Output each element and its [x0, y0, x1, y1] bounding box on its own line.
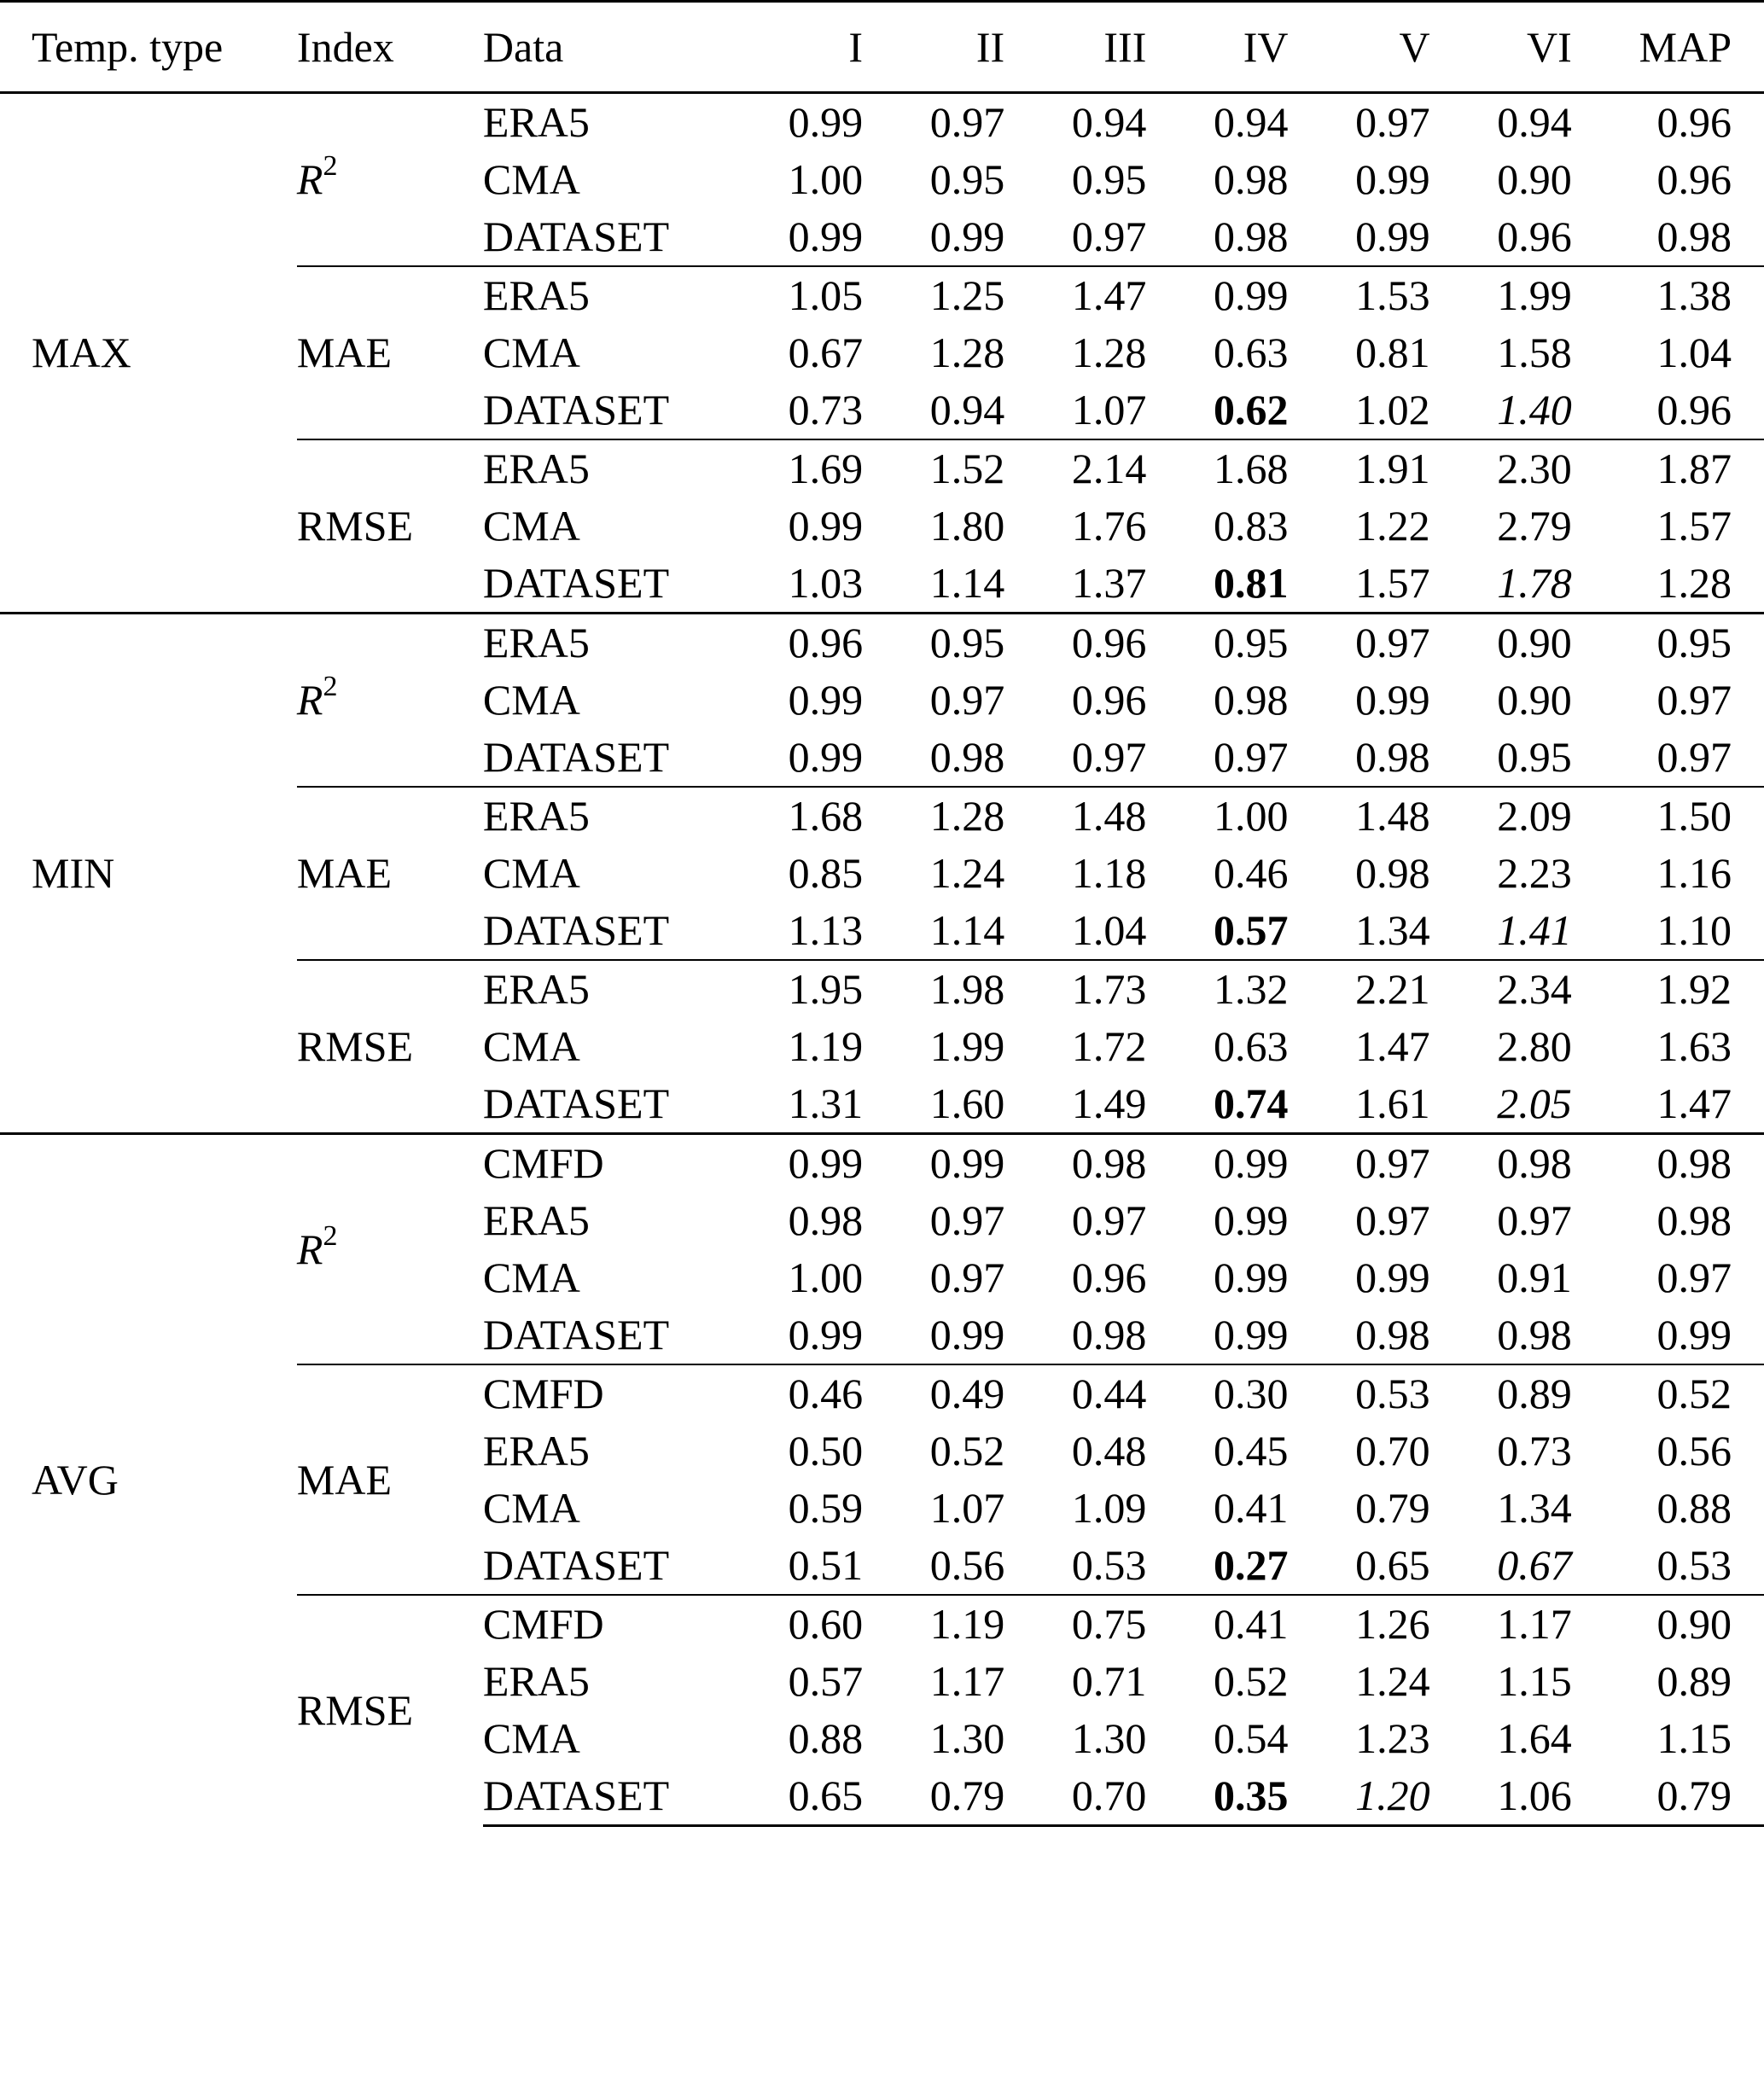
value-cell: 1.73 [1004, 960, 1146, 1018]
value-cell: 1.37 [1071, 559, 1147, 607]
data-source-cell: ERA5 [483, 787, 733, 845]
value-cell: 0.99 [1355, 155, 1430, 203]
index-cell [297, 960, 483, 1134]
value-cell-map: 0.79 [1572, 1767, 1764, 1826]
value-cell: 1.20 [1288, 1767, 1429, 1826]
value-cell: 0.96 [1004, 614, 1146, 672]
value-cell: 1.26 [1288, 1595, 1429, 1653]
value-cell: 0.99 [929, 1311, 1005, 1358]
value-cell: 0.90 [1497, 155, 1572, 203]
value-cell: 0.97 [1288, 1134, 1429, 1193]
value-cell: 1.41 [1497, 906, 1572, 954]
table-body [0, 93, 1764, 1826]
value-cell: 1.34 [1355, 906, 1430, 954]
value-cell: 0.44 [1004, 1364, 1146, 1422]
value-cell: 1.52 [863, 439, 1004, 497]
data-source-cell: ERA5 [482, 1427, 590, 1475]
value-cell: 0.99 [788, 502, 864, 550]
value-cell: 1.17 [1430, 1595, 1572, 1653]
value-cell: 0.89 [1430, 1364, 1572, 1422]
value-cell-map: 1.38 [1572, 266, 1764, 324]
value-cell-map: 1.92 [1572, 960, 1764, 1018]
value-cell: 0.53 [1288, 1364, 1429, 1422]
index-cell [297, 614, 483, 788]
value-cell: 1.80 [929, 502, 1005, 550]
data-source-cell: ERA5 [483, 960, 733, 1018]
value-cell: 2.14 [1004, 439, 1146, 497]
value-cell: 1.76 [1071, 502, 1147, 550]
index-superscript: 2 [323, 150, 338, 182]
value-cell-map: 0.98 [1656, 212, 1732, 260]
value-cell: 0.45 [1213, 1427, 1289, 1475]
value-cell: 0.94 [1213, 98, 1289, 146]
value-cell: 0.97 [929, 676, 1005, 724]
index-cell [297, 1134, 483, 1365]
value-cell-map: 1.15 [1656, 1714, 1732, 1762]
value-cell: 0.81 [1213, 559, 1289, 607]
value-cell: 0.65 [733, 1767, 863, 1826]
value-cell-map: 0.95 [1572, 614, 1764, 672]
value-cell: 1.28 [929, 329, 1005, 376]
value-cell: 0.75 [1004, 1595, 1146, 1653]
table-row [0, 614, 1764, 672]
data-source-cell: CMA [482, 1254, 580, 1301]
value-cell: 0.96 [733, 614, 863, 672]
data-source-cell: CMA [482, 155, 580, 203]
header-region-ii: II [863, 2, 1004, 93]
data-source-cell: CMA [482, 1022, 580, 1070]
value-cell: 1.28 [1071, 329, 1147, 376]
value-cell: 1.22 [1355, 502, 1430, 550]
value-cell: 0.99 [788, 1311, 864, 1358]
value-cell: 0.97 [1288, 614, 1429, 672]
value-cell: 1.48 [1004, 787, 1146, 845]
data-source-cell: ERA5 [482, 1196, 590, 1244]
value-cell: 0.97 [1355, 98, 1430, 146]
value-cell: 1.53 [1288, 266, 1429, 324]
value-cell: 0.70 [1004, 1767, 1146, 1826]
value-cell: 1.00 [788, 1254, 864, 1301]
value-cell: 0.63 [1213, 1022, 1289, 1070]
data-source-cell: DATASET [482, 733, 670, 781]
value-cell: 0.97 [1071, 212, 1147, 260]
data-source-cell: CMA [482, 329, 580, 376]
value-cell: 1.06 [1430, 1767, 1572, 1826]
index-superscript: 2 [323, 671, 338, 702]
value-cell: 0.99 [788, 676, 864, 724]
value-cell: 0.67 [1497, 1541, 1572, 1589]
value-cell: 0.99 [733, 1134, 863, 1193]
value-cell: 0.71 [1071, 1657, 1147, 1705]
value-cell: 2.80 [1497, 1022, 1572, 1070]
value-cell: 0.59 [788, 1484, 864, 1532]
value-cell: 1.69 [733, 439, 863, 497]
index-name: R [296, 155, 323, 203]
value-cell: 0.51 [788, 1541, 864, 1589]
value-cell: 1.30 [929, 1714, 1005, 1762]
value-cell: 0.88 [788, 1714, 864, 1762]
value-cell: 0.41 [1213, 1484, 1289, 1532]
data-source-cell: DATASET [482, 386, 670, 433]
value-cell: 1.47 [1355, 1022, 1430, 1070]
data-source-cell: CMA [482, 1484, 580, 1532]
value-cell-map: 0.56 [1656, 1427, 1732, 1475]
value-cell: 0.49 [863, 1364, 1004, 1422]
value-cell: 0.53 [1071, 1541, 1147, 1589]
data-source-cell: DATASET [482, 559, 670, 607]
value-cell: 1.91 [1288, 439, 1429, 497]
value-cell: 0.98 [1213, 155, 1289, 203]
value-cell: 1.04 [1071, 906, 1147, 954]
value-cell-map: 0.99 [1656, 1311, 1732, 1358]
value-cell: 0.62 [1213, 386, 1289, 433]
value-cell: 0.99 [1355, 212, 1430, 260]
value-cell: 1.68 [733, 787, 863, 845]
value-cell: 0.99 [1146, 266, 1288, 324]
value-cell: 1.23 [1355, 1714, 1430, 1762]
value-cell: 0.70 [1355, 1427, 1430, 1475]
value-cell: 1.98 [863, 960, 1004, 1018]
index-cell [297, 787, 483, 960]
value-cell: 0.54 [1213, 1714, 1289, 1762]
value-cell-map: 0.52 [1572, 1364, 1764, 1422]
value-cell: 1.07 [1071, 386, 1147, 433]
value-cell: 0.30 [1146, 1364, 1288, 1422]
value-cell: 1.47 [1004, 266, 1146, 324]
value-cell: 0.97 [929, 1254, 1005, 1301]
index-name: RMSE [296, 1022, 414, 1070]
value-cell-map: 0.97 [1656, 676, 1732, 724]
value-cell-map: 0.88 [1656, 1484, 1732, 1532]
data-source-cell: DATASET [482, 906, 670, 954]
value-cell: 1.68 [1146, 439, 1288, 497]
value-cell: 0.74 [1213, 1079, 1289, 1127]
value-cell: 0.99 [1213, 1311, 1289, 1358]
value-cell: 0.65 [1355, 1541, 1430, 1589]
value-cell: 0.99 [929, 212, 1005, 260]
value-cell-map: 0.97 [1656, 733, 1732, 781]
index-name: R [296, 676, 323, 724]
value-cell: 1.99 [1430, 266, 1572, 324]
value-cell: 1.07 [929, 1484, 1005, 1532]
value-cell: 2.34 [1430, 960, 1572, 1018]
value-cell: 2.09 [1430, 787, 1572, 845]
data-source-cell: ERA5 [483, 439, 733, 497]
value-cell: 0.98 [1355, 1311, 1430, 1358]
value-cell-map: 1.63 [1656, 1022, 1732, 1070]
value-cell: 1.00 [788, 155, 864, 203]
value-cell: 0.98 [1213, 212, 1289, 260]
value-cell: 1.57 [1355, 559, 1430, 607]
value-cell: 1.03 [788, 559, 864, 607]
value-cell: 1.14 [929, 559, 1005, 607]
data-source-cell: DATASET [482, 212, 670, 260]
value-cell: 1.19 [863, 1595, 1004, 1653]
value-cell: 0.35 [1146, 1767, 1288, 1826]
index-name: R [296, 1225, 323, 1273]
value-cell: 0.98 [1497, 1311, 1572, 1358]
value-cell: 1.13 [788, 906, 864, 954]
value-cell: 0.99 [788, 212, 864, 260]
value-cell: 0.99 [1146, 1134, 1288, 1193]
value-cell: 0.81 [1355, 329, 1430, 376]
value-cell: 1.09 [1071, 1484, 1147, 1532]
value-cell: 0.48 [1071, 1427, 1147, 1475]
value-cell: 0.46 [733, 1364, 863, 1422]
value-cell-map: 0.53 [1656, 1541, 1732, 1589]
value-cell: 1.49 [1071, 1079, 1147, 1127]
value-cell: 0.60 [733, 1595, 863, 1653]
temp-type-cell: MAX [32, 329, 131, 376]
value-cell: 0.73 [1497, 1427, 1572, 1475]
value-cell: 0.99 [1355, 676, 1430, 724]
value-cell: 0.83 [1213, 502, 1289, 550]
value-cell-map: 1.10 [1656, 906, 1732, 954]
value-cell: 0.79 [863, 1767, 1004, 1826]
value-cell: 0.52 [929, 1427, 1005, 1475]
value-cell: 1.32 [1146, 960, 1288, 1018]
header-index: Index [297, 2, 483, 93]
value-cell: 0.99 [788, 733, 864, 781]
value-cell: 0.99 [1355, 1254, 1430, 1301]
value-cell: 0.56 [929, 1541, 1005, 1589]
value-cell: 0.97 [1071, 733, 1147, 781]
value-cell: 1.00 [1146, 787, 1288, 845]
value-cell: 1.95 [733, 960, 863, 1018]
value-cell: 1.17 [929, 1657, 1005, 1705]
value-cell-map: 1.16 [1656, 849, 1732, 897]
value-cell-map: 0.97 [1656, 1254, 1732, 1301]
index-name: RMSE [296, 1686, 414, 1735]
value-cell: 1.14 [929, 906, 1005, 954]
value-cell: 0.99 [1213, 1254, 1289, 1301]
value-cell: 0.90 [1430, 614, 1572, 672]
value-cell-map: 1.04 [1656, 329, 1732, 376]
data-source-cell: CMFD [483, 1134, 733, 1193]
value-cell: 0.97 [929, 1196, 1005, 1244]
table-row [0, 1134, 1764, 1193]
temp-type-cell: AVG [0, 1134, 297, 1826]
value-cell: 0.97 [1071, 1196, 1147, 1244]
value-cell: 1.31 [788, 1079, 864, 1127]
value-cell: 1.40 [1497, 386, 1572, 433]
value-cell: 0.98 [1355, 849, 1430, 897]
header-region-v: V [1288, 2, 1429, 93]
index-cell [297, 93, 483, 267]
value-cell: 0.96 [1071, 1254, 1147, 1301]
value-cell: 0.99 [788, 98, 864, 146]
value-cell: 0.95 [863, 614, 1004, 672]
value-cell: 2.30 [1430, 439, 1572, 497]
value-cell: 1.15 [1497, 1657, 1572, 1705]
value-cell-map: 0.96 [1656, 155, 1732, 203]
data-source-cell: CMFD [483, 1364, 733, 1422]
value-cell: 1.64 [1497, 1714, 1572, 1762]
value-cell-map: 1.50 [1572, 787, 1764, 845]
value-cell: 0.63 [1213, 329, 1289, 376]
value-cell-map: 1.57 [1656, 502, 1732, 550]
value-cell-map: 1.28 [1656, 559, 1732, 607]
value-cell: 1.28 [863, 787, 1004, 845]
data-source-cell: DATASET [482, 1079, 670, 1127]
value-cell: 2.21 [1288, 960, 1429, 1018]
value-cell-map: 0.90 [1572, 1595, 1764, 1653]
value-cell: 1.25 [863, 266, 1004, 324]
index-cell [297, 1595, 483, 1826]
index-superscript: 2 [323, 1219, 338, 1252]
value-cell-map: 0.96 [1656, 98, 1732, 146]
value-cell: 0.27 [1213, 1541, 1289, 1589]
value-cell: 1.61 [1355, 1079, 1430, 1127]
value-cell: 0.97 [1497, 1196, 1572, 1244]
value-cell-map: 0.89 [1656, 1657, 1732, 1705]
index-name: MAE [296, 1455, 393, 1504]
header-temp-type: Temp. type [0, 2, 297, 93]
value-cell: 1.19 [788, 1022, 864, 1070]
header-region-vi: VI [1430, 2, 1572, 93]
value-cell: 0.94 [1497, 98, 1572, 146]
value-cell: 0.99 [1213, 1196, 1289, 1244]
value-cell: 0.73 [788, 386, 864, 433]
value-cell: 2.79 [1497, 502, 1572, 550]
value-cell: 0.96 [1071, 676, 1147, 724]
header-row [0, 2, 1764, 93]
value-cell: 0.50 [788, 1427, 864, 1475]
header-region-iv: IV [1146, 2, 1288, 93]
index-cell [297, 439, 483, 614]
value-cell: 0.97 [929, 98, 1005, 146]
data-source-cell: ERA5 [482, 1657, 590, 1705]
index-cell [297, 1364, 483, 1595]
value-cell: 1.34 [1497, 1484, 1572, 1532]
value-cell: 0.95 [1071, 155, 1147, 203]
value-cell-map: 0.98 [1656, 1196, 1732, 1244]
value-cell: 0.91 [1497, 1254, 1572, 1301]
header-map: MAP [1572, 2, 1764, 93]
value-cell: 0.98 [1004, 1134, 1146, 1193]
value-cell: 1.60 [929, 1079, 1005, 1127]
data-source-cell: CMA [482, 502, 580, 550]
value-cell: 0.67 [788, 329, 864, 376]
header-data: Data [483, 2, 733, 93]
value-cell: 0.94 [929, 386, 1005, 433]
value-cell: 1.58 [1497, 329, 1572, 376]
data-source-cell: CMFD [483, 1595, 733, 1653]
value-cell: 0.98 [788, 1196, 864, 1244]
value-cell: 1.18 [1071, 849, 1147, 897]
value-cell: 0.98 [1430, 1134, 1572, 1193]
value-cell: 0.79 [1355, 1484, 1430, 1532]
value-cell: 1.05 [733, 266, 863, 324]
data-source-cell: ERA5 [482, 98, 590, 146]
value-cell: 0.95 [929, 155, 1005, 203]
value-cell: 0.95 [1146, 614, 1288, 672]
value-cell-map: 0.96 [1656, 386, 1732, 433]
index-cell [297, 266, 483, 439]
value-cell-map: 1.87 [1572, 439, 1764, 497]
data-source-cell: CMA [482, 849, 580, 897]
value-cell: 1.24 [1355, 1657, 1430, 1705]
value-cell: 1.99 [929, 1022, 1005, 1070]
value-cell: 0.41 [1146, 1595, 1288, 1653]
value-cell: 0.97 [1213, 733, 1289, 781]
value-cell: 0.97 [1355, 1196, 1430, 1244]
value-cell: 1.02 [1355, 386, 1430, 433]
value-cell: 0.98 [929, 733, 1005, 781]
value-cell: 0.57 [788, 1657, 864, 1705]
value-cell: 1.78 [1497, 559, 1572, 607]
data-source-cell: DATASET [483, 1767, 733, 1826]
value-cell: 0.95 [1497, 733, 1572, 781]
data-source-cell: ERA5 [483, 614, 733, 672]
data-source-cell: ERA5 [483, 266, 733, 324]
value-cell: 1.48 [1288, 787, 1429, 845]
index-name: RMSE [296, 502, 414, 550]
data-source-cell: CMA [482, 1714, 580, 1762]
value-cell: 1.24 [929, 849, 1005, 897]
value-cell: 0.46 [1213, 849, 1289, 897]
value-cell: 0.90 [1497, 676, 1572, 724]
value-cell: 1.30 [1071, 1714, 1147, 1762]
value-cell: 0.98 [1071, 1311, 1147, 1358]
value-cell: 0.94 [1071, 98, 1147, 146]
value-cell-map: 1.47 [1656, 1079, 1732, 1127]
value-cell: 0.57 [1213, 906, 1289, 954]
table-row [0, 93, 1764, 152]
value-cell: 0.85 [788, 849, 864, 897]
data-source-cell: CMA [482, 676, 580, 724]
value-cell: 2.05 [1497, 1079, 1572, 1127]
index-name: MAE [296, 329, 393, 376]
data-source-cell: DATASET [482, 1311, 670, 1358]
header-region-i: I [733, 2, 863, 93]
value-cell: 0.98 [1213, 676, 1289, 724]
data-source-cell: DATASET [482, 1541, 670, 1589]
value-cell: 0.98 [1355, 733, 1430, 781]
value-cell: 0.52 [1213, 1657, 1289, 1705]
header-region-iii: III [1004, 2, 1146, 93]
value-cell-map: 0.98 [1572, 1134, 1764, 1193]
value-cell: 2.23 [1497, 849, 1572, 897]
value-cell: 1.72 [1071, 1022, 1147, 1070]
value-cell: 0.96 [1497, 212, 1572, 260]
value-cell: 0.99 [863, 1134, 1004, 1193]
temp-type-cell: MIN [0, 614, 297, 1134]
index-name: MAE [296, 849, 393, 897]
